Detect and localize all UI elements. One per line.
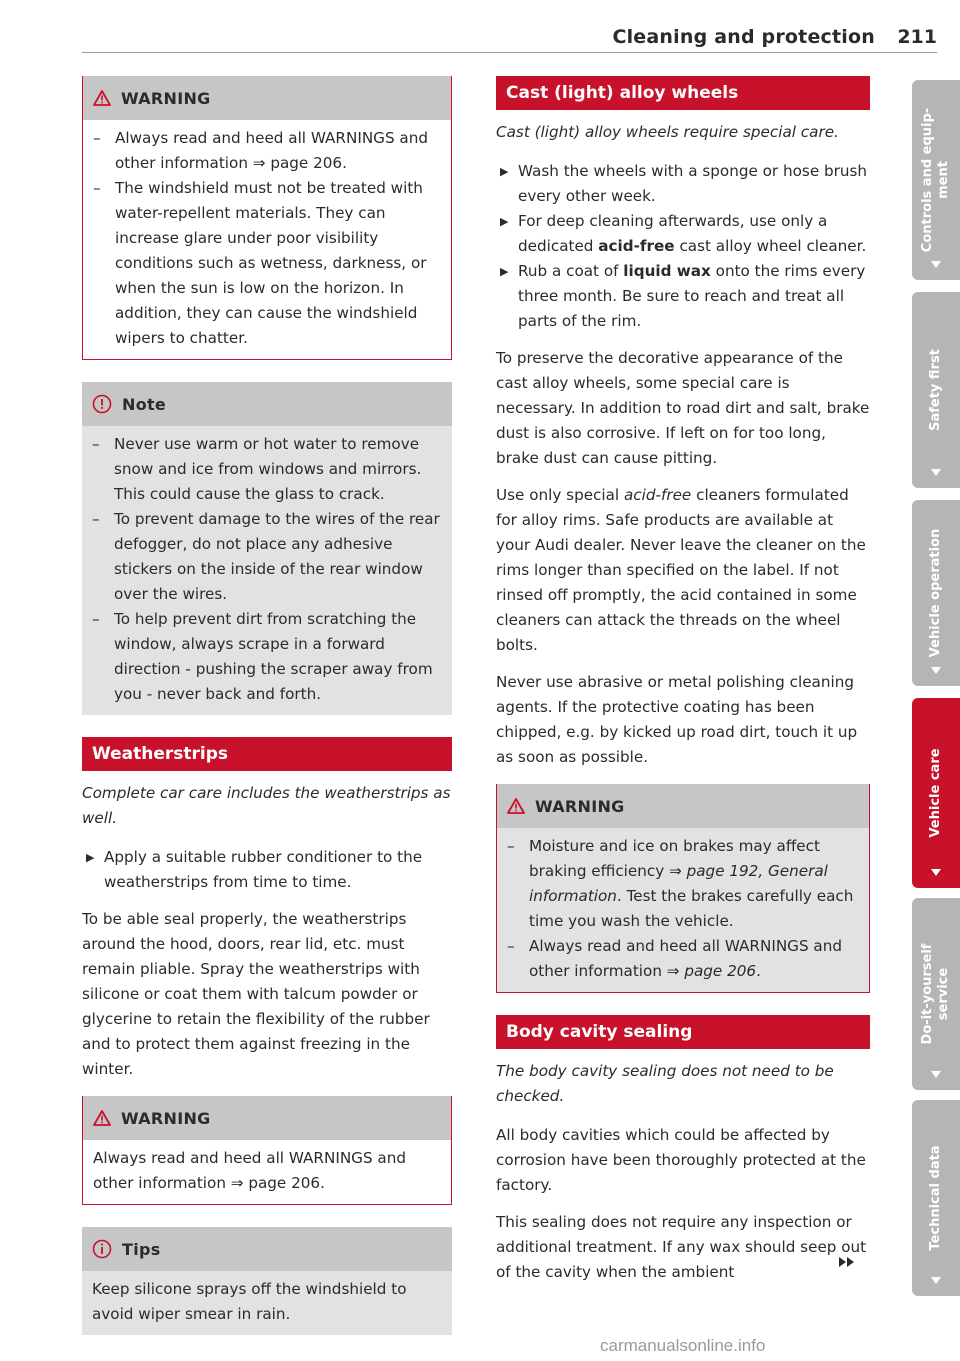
note-item: – To prevent damage to the wires of the rear defogger, do not place any adhesive stickers on the inside of the rear window over the wires. (92, 510, 440, 603)
warning-title: WARNING (121, 88, 211, 108)
bullet-text: Rub a coat of (518, 262, 624, 280)
left-column (82, 76, 452, 1357)
continued-arrow-icon (838, 1253, 856, 1272)
note-exclamation-icon (92, 394, 112, 414)
warning-item: – Always read and heed all WARNINGS and other information ⇒ page 206. (93, 129, 428, 172)
italic-term: acid-free (623, 486, 692, 504)
tab-marker-icon (931, 1071, 941, 1078)
warning-triangle-icon (507, 798, 525, 814)
tab-marker-icon (931, 469, 941, 476)
side-tab-vehicle-care[interactable] (912, 698, 960, 888)
para-text: cleaners formulated for alloy rims. Safe products are available at your Audi dealer. Never leave the cleaner on the rims longer than specified on the label. If not rinsed off promptly, the acid contained in some cleaners can attack the threads on the wheel bolts. (496, 486, 866, 654)
alloy-paragraph: Never use abrasive or metal polishing cleaning agents. If the protective coating has been chipped, e.g. by kicked up road dirt, touch it up as soon as possible. (496, 673, 858, 766)
warning-title: WARNING (121, 1108, 211, 1128)
warning-item: – The windshield must not be treated with water-repellent materials. They can increase glare under poor visibility conditions such as wetness, darkness, or when the sun is low on the horizon. In addition, they can cause the windshield wipers to chatter. (93, 179, 427, 347)
warning-item-text: The windshield must not be treated with water-repellent materials. They can increase glare under poor visibility conditions such as wetness, darkness, or when the sun is low on the horizon. In addition, they can cause the windshield wipers to chatter. (115, 179, 427, 347)
tab-marker-icon (931, 667, 941, 674)
page-number: 211 (897, 26, 937, 48)
note-item-text: To prevent damage to the wires of the rear defogger, do not place any adhesive stickers on the inside of the rear window over the wires. (114, 510, 440, 603)
side-tab-label: Vehicle operation (928, 528, 943, 658)
warning-triangle-icon (93, 1110, 111, 1126)
tips-box (82, 1227, 452, 1335)
page-reference-link[interactable]: ⇒ page 192, General information (529, 862, 828, 905)
alloy-paragraph: To preserve the decorative appearance of the cast alloy wheels, some special care is necessary. In addition to road dirt and salt, brake dust is also corrosive. If left on for too long, brake dust can cause pitting. (496, 349, 870, 467)
tips-text: Keep silicone sprays off the windshield to avoid wiper smear in rain. (82, 1271, 452, 1335)
side-tab-label: Vehicle care (928, 748, 943, 838)
section-title: Cleaning and protection (612, 26, 875, 48)
note-title: Note (122, 394, 167, 414)
warning-item: – Moisture and ice on brakes may affect braking efficiency ⇒ page 192, General information. Test the brakes carefully each time you wash the vehicle. (507, 837, 854, 930)
page-reference-link[interactable]: ⇒ page 206 (666, 962, 757, 980)
note-item-text: To help prevent dirt from scratching the window, always scrape in a forward direction - pushing the scraper away from you - never back and forth. (114, 610, 433, 703)
warning-triangle-icon (93, 90, 111, 106)
tab-marker-icon (931, 261, 941, 268)
body-cavity-intro: The body cavity sealing does not need to be checked. (496, 1062, 834, 1105)
running-header (492, 24, 937, 52)
side-tab-label: Controls and equip- ment (920, 107, 951, 253)
side-tab-label: Technical data (928, 1145, 943, 1251)
watermark: carmanualsonline.info (600, 1336, 766, 1355)
warning-box (82, 76, 452, 360)
note-item: – Never use warm or hot water to remove snow and ice from windows and mirrors. This could cause the glass to crack. (92, 435, 422, 503)
warning-header (497, 784, 869, 828)
note-box (82, 382, 452, 715)
tips-header (82, 1227, 452, 1271)
tips-title: Tips (122, 1239, 161, 1259)
note-item-text: Never use warm or hot water to remove snow and ice from windows and mirrors. This could cause the glass to crack. (114, 435, 422, 503)
note-header (82, 382, 452, 426)
side-tab-diy-service[interactable] (912, 898, 960, 1090)
weatherstrips-heading: Weatherstrips (82, 737, 452, 771)
warning-item-text: Moisture and ice on brakes may affect braking efficiency (529, 837, 820, 880)
side-tab-safety[interactable] (912, 292, 960, 488)
right-column (496, 76, 870, 1297)
bullet-text: cast alloy wheel cleaner. (674, 237, 867, 255)
weatherstrips-bullet: ▶ Apply a suitable rubber conditioner to the weatherstrips from time to time. (86, 848, 423, 891)
bullet-text: Apply a suitable rubber conditioner to the weatherstrips from time to time. (104, 848, 423, 891)
warning-item: – Always read and heed all WARNINGS and other information ⇒ page 206. (507, 937, 842, 980)
para-text: Use only special (496, 486, 624, 504)
bullet-text: For deep cleaning afterwards, use only a dedicated (518, 212, 828, 255)
tab-marker-icon (931, 1277, 941, 1284)
warning-header (83, 76, 451, 120)
warning-item-text: Always read and heed all WARNINGS and other information (529, 937, 842, 980)
warning-box-3 (496, 784, 870, 993)
alloy-bullet: ▶ Wash the wheels with a sponge or hose brush every other week. (500, 162, 868, 205)
side-tab-label: Safety first (928, 349, 943, 431)
body-cavity-heading: Body cavity sealing (496, 1015, 870, 1049)
body-cavity-paragraph: All body cavities which could be affected by corrosion have been thoroughly protected at the factory. (496, 1126, 866, 1194)
side-tab-controls[interactable] (912, 80, 960, 280)
alloy-bullet: ▶ Rub a coat of liquid wax onto the rims every three month. Be sure to reach and treat all parts of the rim. (500, 262, 866, 330)
tab-marker-icon (931, 869, 941, 876)
alloy-wheels-heading: Cast (light) alloy wheels (496, 76, 870, 110)
warning-title: WARNING (535, 796, 625, 816)
bold-term: acid-free (598, 237, 675, 255)
alloy-bullet: ▶ For deep cleaning afterwards, use only a dedicated acid-free cast alloy wheel cleaner. (500, 212, 867, 255)
warning-header (83, 1096, 451, 1140)
warning-box-2 (82, 1096, 452, 1205)
side-tab-label: Do-it-yourself service (920, 943, 951, 1045)
header-rule (82, 52, 937, 53)
warning-item-text: . (756, 962, 761, 980)
warning-item-text: . Test the brakes carefully each time you wash the vehicle. (529, 887, 854, 930)
bullet-text: onto the rims every three month. Be sure to reach and treat all parts of the rim. (518, 262, 866, 330)
note-item: – To help prevent dirt from scratching the window, always scrape in a forward direction - pushing the scraper away from you - never back and forth. (92, 610, 433, 703)
warning-text: Always read and heed all WARNINGS and other information ⇒ page 206. (83, 1140, 451, 1204)
body-cavity-paragraph: This sealing does not require any inspection or additional treatment. If any wax should seep out of the cavity when the ambient (496, 1213, 867, 1281)
bold-term: liquid wax (623, 262, 711, 280)
weatherstrips-paragraph: To be able seal properly, the weatherstrips around the hood, doors, rear lid, etc. must remain pliable. Spray the weatherstrips with silicone or coat them with talcum powder or glycerine to retain the flexibility of the rubber and to protect them against freezing in the winter. (82, 910, 430, 1078)
alloy-paragraph (496, 483, 870, 658)
side-tab-operation[interactable] (912, 500, 960, 686)
info-icon (92, 1239, 112, 1259)
alloy-wheels-intro: Cast (light) alloy wheels require special care. (496, 123, 839, 141)
bullet-text: Wash the wheels with a sponge or hose brush every other week. (518, 162, 868, 205)
weatherstrips-intro: Complete car care includes the weatherstrips as well. (82, 784, 451, 827)
warning-item-text: Always read and heed all WARNINGS and other information ⇒ page 206. (115, 129, 428, 172)
side-tab-technical-data[interactable] (912, 1100, 960, 1296)
